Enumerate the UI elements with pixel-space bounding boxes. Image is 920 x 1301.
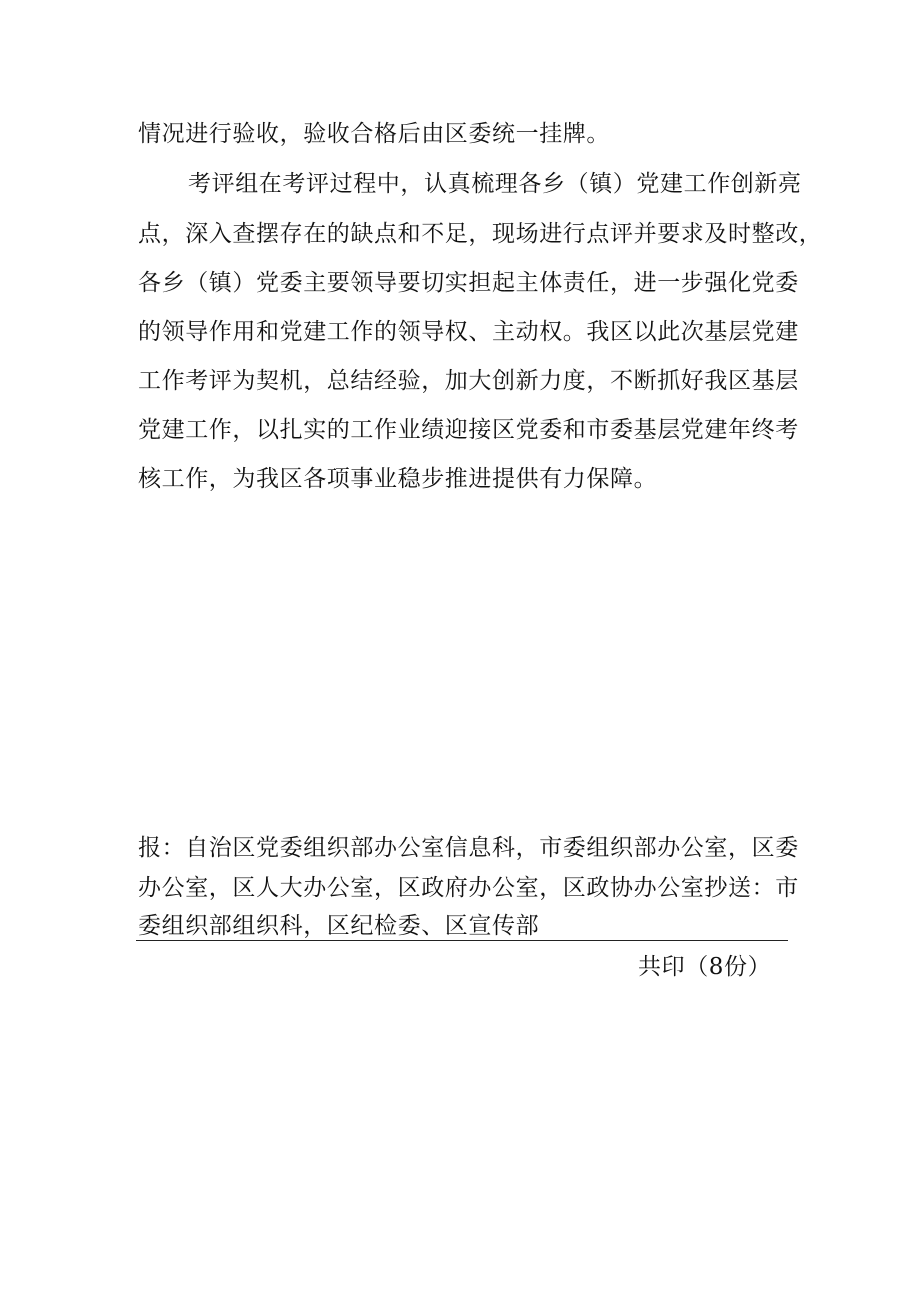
paragraph-1-line-1: 情况进行验收，验收合格后由区委统一挂牌。	[138, 121, 610, 147]
distribution-line-3: 委组织部组织科，区纪检委、区宣传部	[138, 913, 540, 939]
paragraph-2-line-1: 考评组在考评过程中，认真梳理各乡（镇）党建工作创新亮	[188, 171, 802, 197]
paragraph-2-line-3: 各乡（镇）党委主要领导要切实担起主体责任，进一步强化党委	[138, 270, 799, 296]
footer-divider	[136, 940, 788, 941]
paragraph-2-line-6: 党建工作，以扎实的工作业绩迎接区党委和市委基层党建年终考	[138, 417, 799, 443]
distribution-line-1: 报：自治区党委组织部办公室信息科，市委组织部办公室，区委	[138, 835, 799, 861]
paragraph-2-line-5: 工作考评为契机，总结经验，加大创新力度，不断抓好我区基层	[138, 368, 799, 394]
copies-count: 共印（8份）	[638, 954, 772, 980]
paragraph-2-line-2: 点，深入查摆存在的缺点和不足，现场进行点评并要求及时整改，	[138, 221, 823, 247]
paragraph-2-line-4: 的领导作用和党建工作的领导权、主动权。我区以此次基层党建	[138, 319, 799, 345]
paragraph-2-line-7: 核工作，为我区各项事业稳步推进提供有力保障。	[138, 466, 658, 492]
distribution-line-2: 办公室，区人大办公室，区政府办公室，区政协办公室抄送：市	[138, 875, 799, 901]
